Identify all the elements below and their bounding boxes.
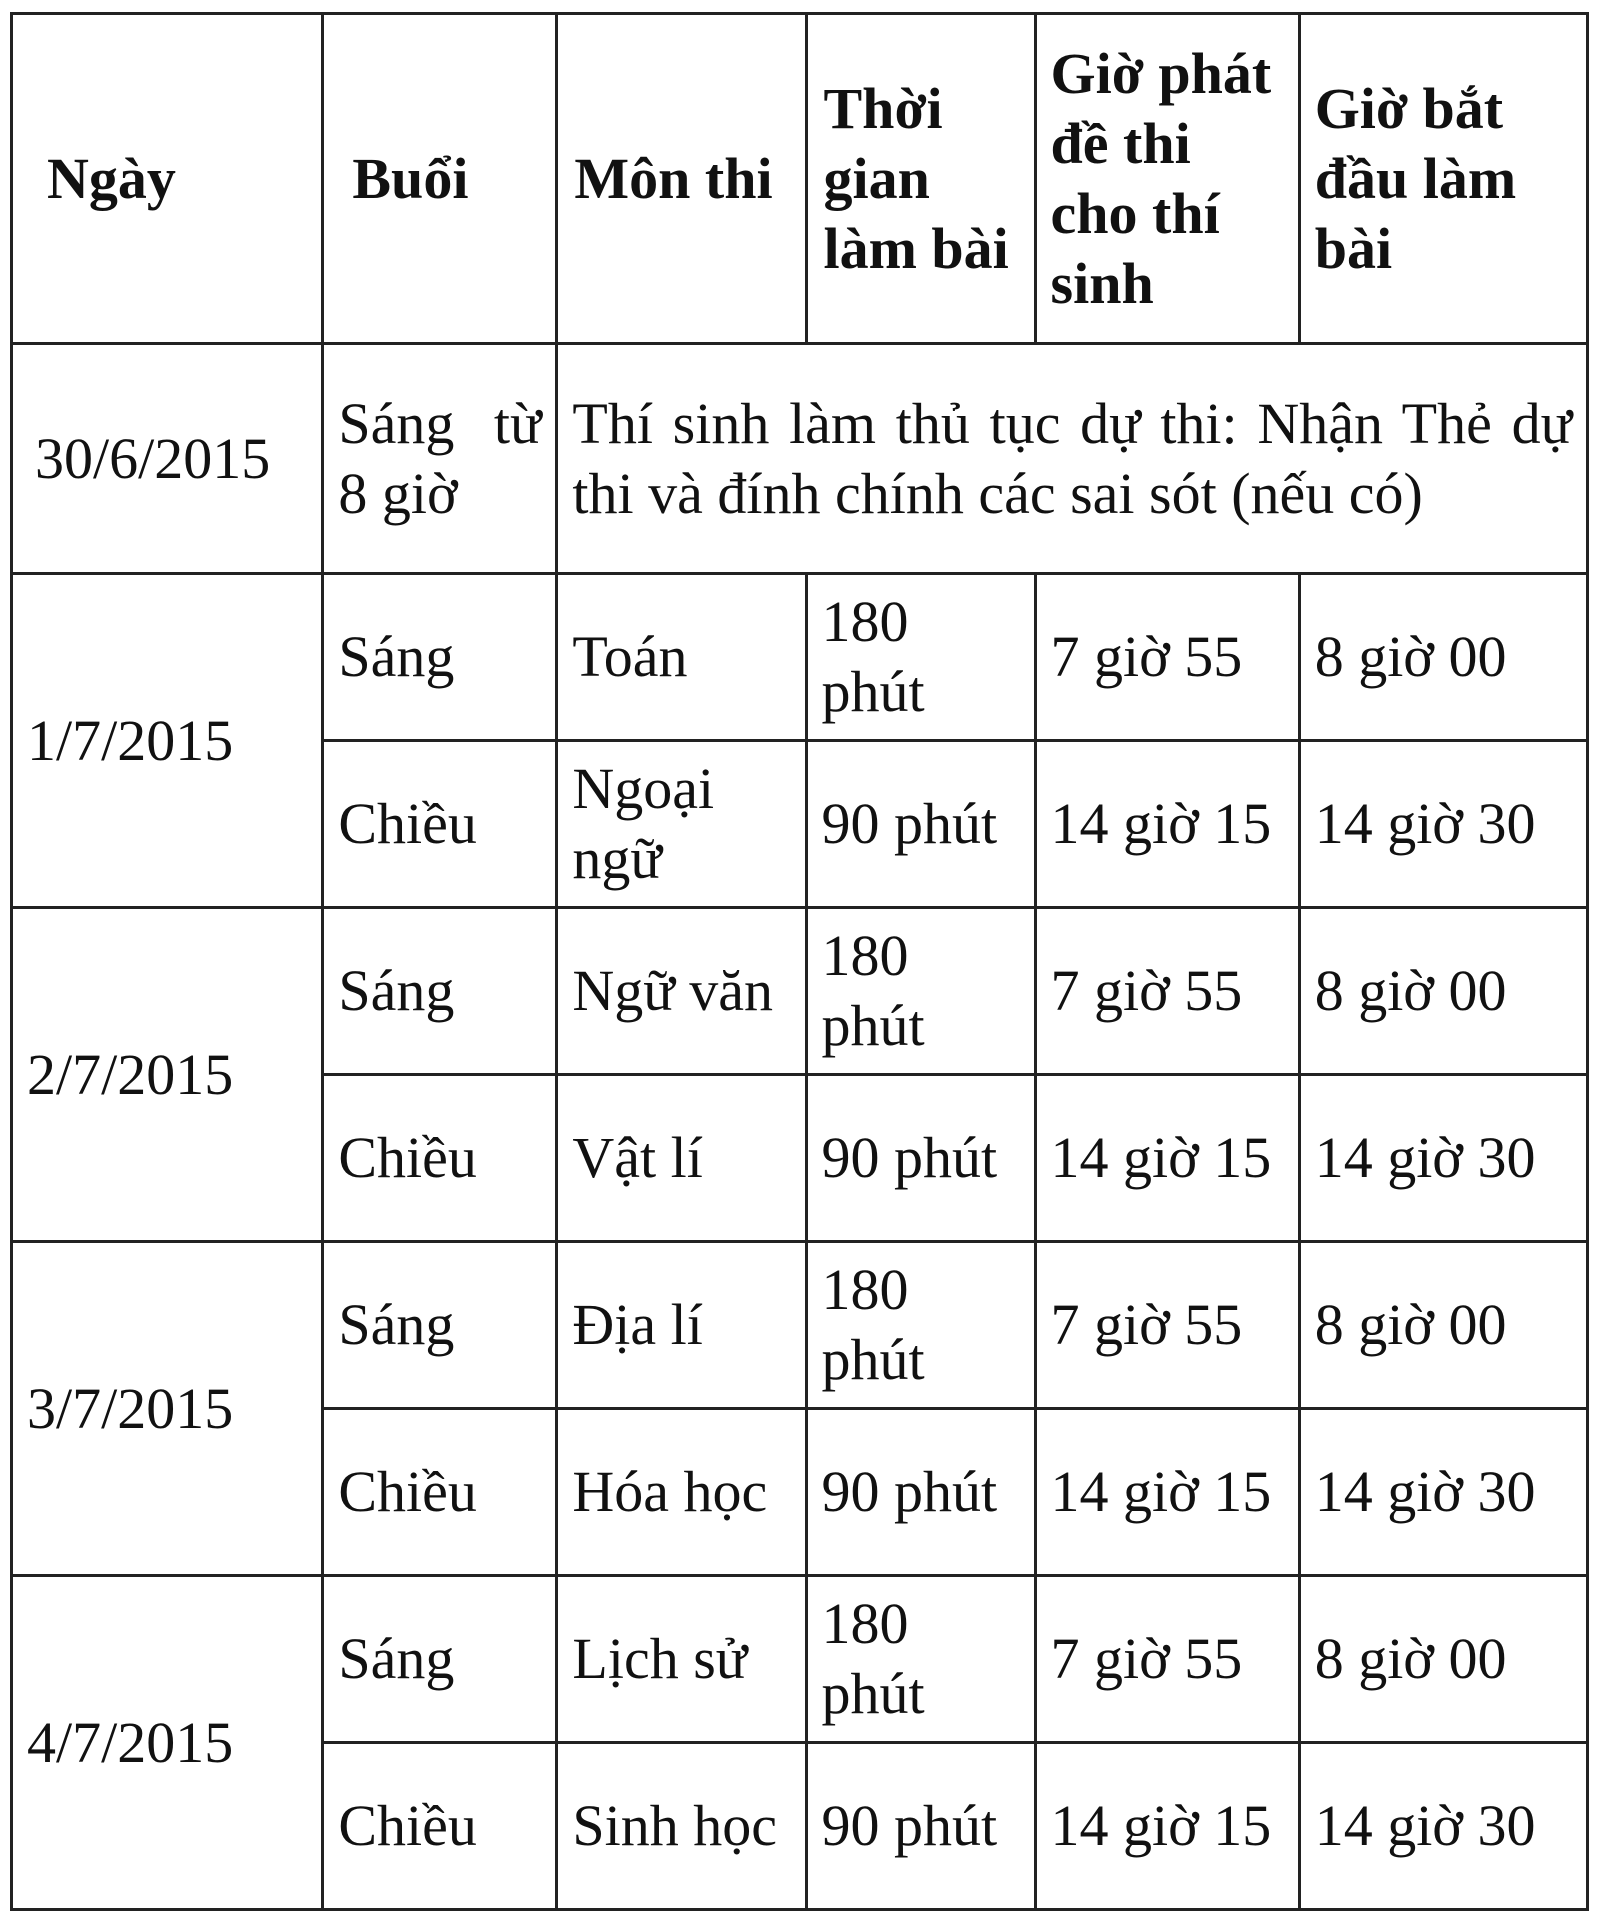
duration-cell: 90 phút — [806, 1075, 1035, 1242]
intro-note: Thí sinh làm thủ tục dự thi: Nhận Thẻ dự thi và đính chính các sai sót (nếu có) — [557, 344, 1588, 574]
table-row — [12, 1576, 1588, 1743]
header-buoi: Buổi — [323, 14, 557, 344]
session-cell: Chiều — [323, 1409, 557, 1576]
header-mon-thi: Môn thi — [557, 14, 806, 344]
date-cell: 3/7/2015 — [12, 1242, 323, 1576]
duration-cell: 180 phút — [806, 908, 1035, 1075]
intro-session: Sáng từ 8 giờ — [323, 344, 557, 574]
start-time-cell: 8 giờ 00 — [1299, 574, 1587, 741]
session-cell: Chiều — [323, 1743, 557, 1910]
start-time-cell: 14 giờ 30 — [1299, 1409, 1587, 1576]
subject-cell: Địa lí — [557, 1242, 806, 1409]
exam-schedule-table — [10, 12, 1589, 1911]
session-cell: Sáng — [323, 1242, 557, 1409]
distribute-time-cell: 14 giờ 15 — [1035, 741, 1299, 908]
start-time-cell: 8 giờ 00 — [1299, 1242, 1587, 1409]
start-time-cell: 14 giờ 30 — [1299, 1075, 1587, 1242]
distribute-time-cell: 14 giờ 15 — [1035, 1743, 1299, 1910]
subject-cell: Hóa học — [557, 1409, 806, 1576]
duration-cell: 180 phút — [806, 1576, 1035, 1743]
date-cell: 2/7/2015 — [12, 908, 323, 1242]
distribute-time-cell: 7 giờ 55 — [1035, 1242, 1299, 1409]
intro-row — [12, 344, 1588, 574]
header-gio-bat-dau: Giờ bắt đầu làm bài — [1299, 14, 1587, 344]
start-time-cell: 14 giờ 30 — [1299, 741, 1587, 908]
session-cell: Chiều — [323, 1075, 557, 1242]
duration-cell: 180 phút — [806, 574, 1035, 741]
session-cell: Sáng — [323, 574, 557, 741]
start-time-cell: 14 giờ 30 — [1299, 1743, 1587, 1910]
intro-date: 30/6/2015 — [12, 344, 323, 574]
session-cell: Chiều — [323, 741, 557, 908]
header-gio-phat-de: Giờ phát đề thi cho thí sinh — [1035, 14, 1299, 344]
start-time-cell: 8 giờ 00 — [1299, 1576, 1587, 1743]
date-cell: 4/7/2015 — [12, 1576, 323, 1910]
distribute-time-cell: 14 giờ 15 — [1035, 1409, 1299, 1576]
duration-cell: 180 phút — [806, 1242, 1035, 1409]
distribute-time-cell: 7 giờ 55 — [1035, 574, 1299, 741]
table-row — [12, 574, 1588, 741]
duration-cell: 90 phút — [806, 1743, 1035, 1910]
subject-cell: Lịch sử — [557, 1576, 806, 1743]
subject-cell: Ngoại ngữ — [557, 741, 806, 908]
start-time-cell: 8 giờ 00 — [1299, 908, 1587, 1075]
table-row — [12, 1242, 1588, 1409]
subject-cell: Toán — [557, 574, 806, 741]
distribute-time-cell: 7 giờ 55 — [1035, 1576, 1299, 1743]
duration-cell: 90 phút — [806, 1409, 1035, 1576]
distribute-time-cell: 14 giờ 15 — [1035, 1075, 1299, 1242]
header-thoi-gian: Thời gian làm bài — [806, 14, 1035, 344]
distribute-time-cell: 7 giờ 55 — [1035, 908, 1299, 1075]
header-ngay: Ngày — [12, 14, 323, 344]
table-row — [12, 908, 1588, 1075]
header-row — [12, 14, 1588, 344]
date-cell: 1/7/2015 — [12, 574, 323, 908]
subject-cell: Sinh học — [557, 1743, 806, 1910]
duration-cell: 90 phút — [806, 741, 1035, 908]
subject-cell: Ngữ văn — [557, 908, 806, 1075]
session-cell: Sáng — [323, 908, 557, 1075]
session-cell: Sáng — [323, 1576, 557, 1743]
subject-cell: Vật lí — [557, 1075, 806, 1242]
